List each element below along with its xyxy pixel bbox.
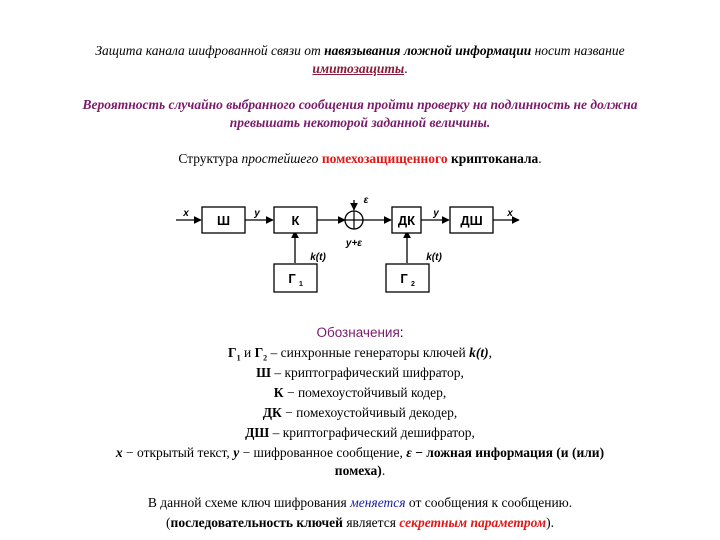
probability-line-1: Вероятность случайно выбранного сообщения пройти проверку на подлинность не должна xyxy=(82,97,638,112)
legend-g2-sub: 2 xyxy=(263,353,268,363)
block-g2-label: Г xyxy=(400,271,408,286)
intro-bold-text: навязывания ложной информации xyxy=(324,43,532,58)
legend-g1-sub: 1 xyxy=(236,353,241,363)
legend-sh-desc: – криптографический шифратор, xyxy=(270,365,464,380)
conclusion-changes: меняется xyxy=(350,495,406,510)
legend-symbols xyxy=(40,444,680,461)
block-sh-label: Ш xyxy=(216,213,231,228)
legend-x-term: x xyxy=(115,445,123,460)
structure-noise-protected: помехозащищенного xyxy=(321,151,448,166)
intro-text: Защита канала шифрованной связи от xyxy=(95,43,325,58)
legend-heading-text: Обозначения xyxy=(316,325,400,340)
term-imitation-protection: имитозащиты xyxy=(312,61,405,76)
block-dk-label: ДК xyxy=(397,213,416,228)
legend-g1: Г xyxy=(228,345,237,360)
conclusion-line-2 xyxy=(40,514,680,531)
legend-k-term: К xyxy=(273,385,284,400)
legend-dsh-term: ДШ xyxy=(245,425,270,440)
legend-eps-term: ε xyxy=(406,445,412,460)
legend-dsh xyxy=(40,424,680,441)
intro-period: . xyxy=(404,61,408,76)
structure-simplest: простейшего xyxy=(241,151,319,166)
block-g1-sub: 1 xyxy=(299,281,303,288)
and: и xyxy=(240,345,255,360)
block-g2-sub: 2 xyxy=(411,281,415,288)
legend-eps-desc-2: помеха) xyxy=(334,463,382,478)
comma: , xyxy=(488,345,492,360)
label-eps: ε xyxy=(363,195,369,206)
legend-dk xyxy=(40,404,680,421)
label-kt-2: k(t) xyxy=(426,252,442,263)
legend-k xyxy=(40,384,680,401)
label-y1: y xyxy=(254,208,260,219)
legend-x-desc: − открытый текст, xyxy=(122,445,234,460)
structure-period: . xyxy=(538,151,542,166)
probability-line-2: превышать некоторой заданной величины. xyxy=(229,115,491,130)
period: . xyxy=(381,463,386,478)
legend-gen-desc: – синхронные генераторы ключей xyxy=(267,345,470,360)
structure-text: Структура xyxy=(178,151,242,166)
block-dsh-label: ДШ xyxy=(460,213,483,228)
period: . xyxy=(550,515,554,530)
colon: : xyxy=(399,325,404,340)
legend-y-term: y xyxy=(233,445,240,460)
label-x-in: x xyxy=(183,208,189,219)
label-y2: y xyxy=(433,208,439,219)
legend-g2: Г xyxy=(254,345,264,360)
conclusion-is: является xyxy=(342,515,400,530)
label-kt-1: k(t) xyxy=(310,252,326,263)
paren-close: ) xyxy=(546,515,551,530)
conclusion-secret-param: секретным параметром xyxy=(399,515,547,530)
legend-dsh-desc: – криптографический дешифратор, xyxy=(269,425,475,440)
legend-y-desc: − шифрованное сообщение, xyxy=(239,445,407,460)
conclusion-text: В данной схеме ключ шифрования xyxy=(147,495,351,510)
structure-cryptochannel: криптоканала xyxy=(450,151,539,166)
label-y-plus-eps: y+ε xyxy=(345,238,363,249)
legend-heading xyxy=(40,324,680,341)
block-k-label: К xyxy=(291,213,300,228)
legend-dk-desc: − помехоустойчивый декодер, xyxy=(281,405,458,420)
legend-gen-key: k(t) xyxy=(469,345,489,360)
conclusion-text-end: от сообщения к сообщению. xyxy=(405,495,573,510)
block-g1-label: Г xyxy=(288,271,296,286)
label-x-out: x xyxy=(507,208,513,219)
paren-open: ( xyxy=(166,515,171,530)
legend-symbols-cont xyxy=(40,462,680,479)
legend-sh xyxy=(40,364,680,381)
legend-dk-term: ДК xyxy=(262,405,282,420)
legend-eps-desc: − ложная информация (и (или) xyxy=(411,445,605,460)
conclusion-key-sequence: последовательность ключей xyxy=(170,515,343,530)
conclusion-line-1 xyxy=(40,494,680,511)
intro-text-end: носит название xyxy=(531,43,625,58)
legend-k-desc: − помехоустойчивый кодер, xyxy=(283,385,447,400)
legend-sh-term: Ш xyxy=(256,365,271,380)
